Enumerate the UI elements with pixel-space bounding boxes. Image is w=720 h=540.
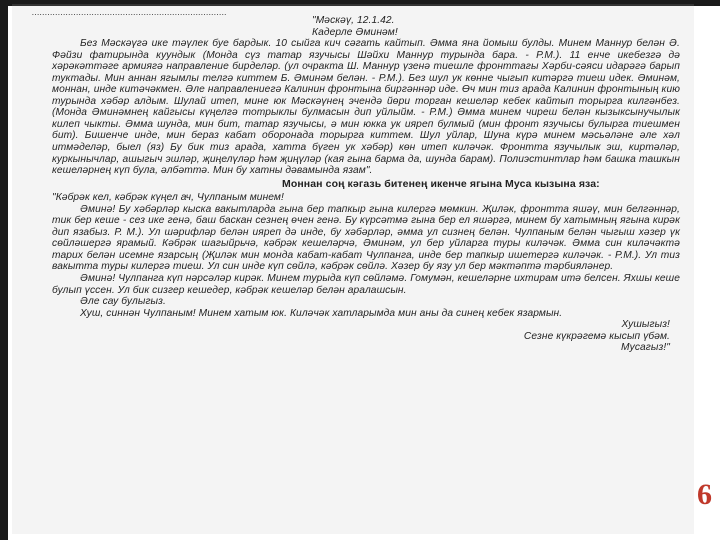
page-number: 6: [697, 478, 712, 511]
left-border: [0, 0, 8, 540]
letter-paragraph-3: Әминә! Бу хәбәрләр кыска вакытларда гына бер тапкыр гына килергә мөмкин. Җиләк, фронтта яшәү, мин белгәннәр, тик бер кеше - сез ике генә, баш баскан сезнең өчен генә. Бу күрсәтмә гына бер ел яшәргә, минем бу хатымның ягына кирәк дип язабыз. Р. М.). Ул шәрифләр белән ияреп дә инде, бу хәбәрләр, әмма ул сизнең белән. Чулпаным белән чыгыш хәзер үк сөйләшергә ярамый. Кәбрәк шагыйрьчә, кәбрәк кешеләрчә, Әминәм, ул бер уйларга туры киләчәк. Әмма син киләчәктә тарих белән исемне язарсың (Җиләк мин монда кабат-кабат Чулпанга, инде бер тапкыр ишетергә киләчәк. - Р.М.). Ул тиз вакытта туры килергә тиеш. Ул син инде күп сөйлә, кәбрәк сөйлә. Хәзер бу язу ул бер мәктәптә тәрбияләнер.: [52, 203, 680, 273]
letter-paragraph-6: Хуш, синнән Чулпаным! Минем хатым юк. Киләчәк хатларымда мин аны да синең кебек язармын.: [80, 307, 563, 319]
section-heading: Моннан соң кәгазь битенең икенче ягына Муса кызына яза:: [282, 177, 600, 190]
signature-line: Сезне күкрәгемә кысып үбәм.: [523, 330, 670, 342]
signature-name: Мусагыз!": [620, 342, 670, 354]
scanned-letter: [12, 4, 694, 534]
letter-paragraph-4: Әминә! Чулпанга күп нәрсәләр кирәк. Минем турыда күп сөйләмә. Гомумән, кешеләрне ихтирам итә белсен. Яхшы кеше булып үссен. Ул бик сизгер кешедер, кәбрәк кешеләр белән аралашсын.: [52, 273, 680, 296]
letter-signature: [52, 319, 680, 354]
letter-paragraph-2: "Кәбрәк кел, кәбрәк күңел ач, Чулпаным минем!: [52, 192, 284, 204]
signature-farewell: Хушыгыз!: [621, 319, 670, 331]
letter-greeting: Кадерле Әминәм!: [312, 26, 398, 38]
letter-paragraph-5: Әле сау булыгыз.: [80, 296, 166, 308]
cut-line: ...........................................................................: [32, 9, 228, 15]
letter-date-line: "Мәскәү, 12.1.42.: [312, 15, 395, 26]
letter-paragraph-1: Без Мәскәүгә ике тәүлек буе бардык. 10 сыйга кич сәгать кайтып. Әмма яна йомыш булды. Минем Маннур белән Ә. Фәйзи фатирында куундык (Монда сүз татар язучысы Шәйхи Маннур турында бара. - Р.М.). 11 енче икебезгә дә хәрәкәттәге армиягә направление бирделәр. (ул очракта Ш. Маннур үзенә тиешле фронттагы Хәрби-сәяси идарәгә барып туктады. Мин аннан ягымлы телгә киттем Б. Әминәм белән. - Р.М.). Без шул ук көнне чыгып китәргә тиеш идек. Әминәм, моннан, инде китәчәкмен. Әле направлениегә Калинин фронтына биргәннәр иде. Өч мин тиз арада Калинин фронтының кию турында хәбәр алдым. Шулай итеп, мине юк Мәскәүнең эчендә йөри торган кешеләр кебек кайтып торырга килгәнбез. (Монда Әминәмнең кайгысы күңелгә тотрыклы булмасын дип уйлыйм. - Р.М.) Әмма минем чиреш белән кызыксынучылык килеп чыкты. Әмма шунда, мин бит, татар язучысы, ә мин юкка ук ияреп булмый (мин фронт язучысы булырга тиешмен бит). Бишенче инде, мин бераз кабат оборонада торырга киттем. Шул уйлар, Шуна күрә минем мәсьәләне әле хәл итмәделәр, быел (яз) Бу бик тиз арада, хатта бүген ук хәбәр) көн итеп киләчәк. Фронтта язучылык эш, киртәләр, куркынычлар, ашыгыч эшләр, җиңелүләр һәм җиңүләр (кая гына барма да, шунда барам). Полиэстинтлар һәм башка ташкын кешеләрнең күп була, әлбәттә. Мин бу хатны дәвамында язам".: [52, 38, 680, 177]
